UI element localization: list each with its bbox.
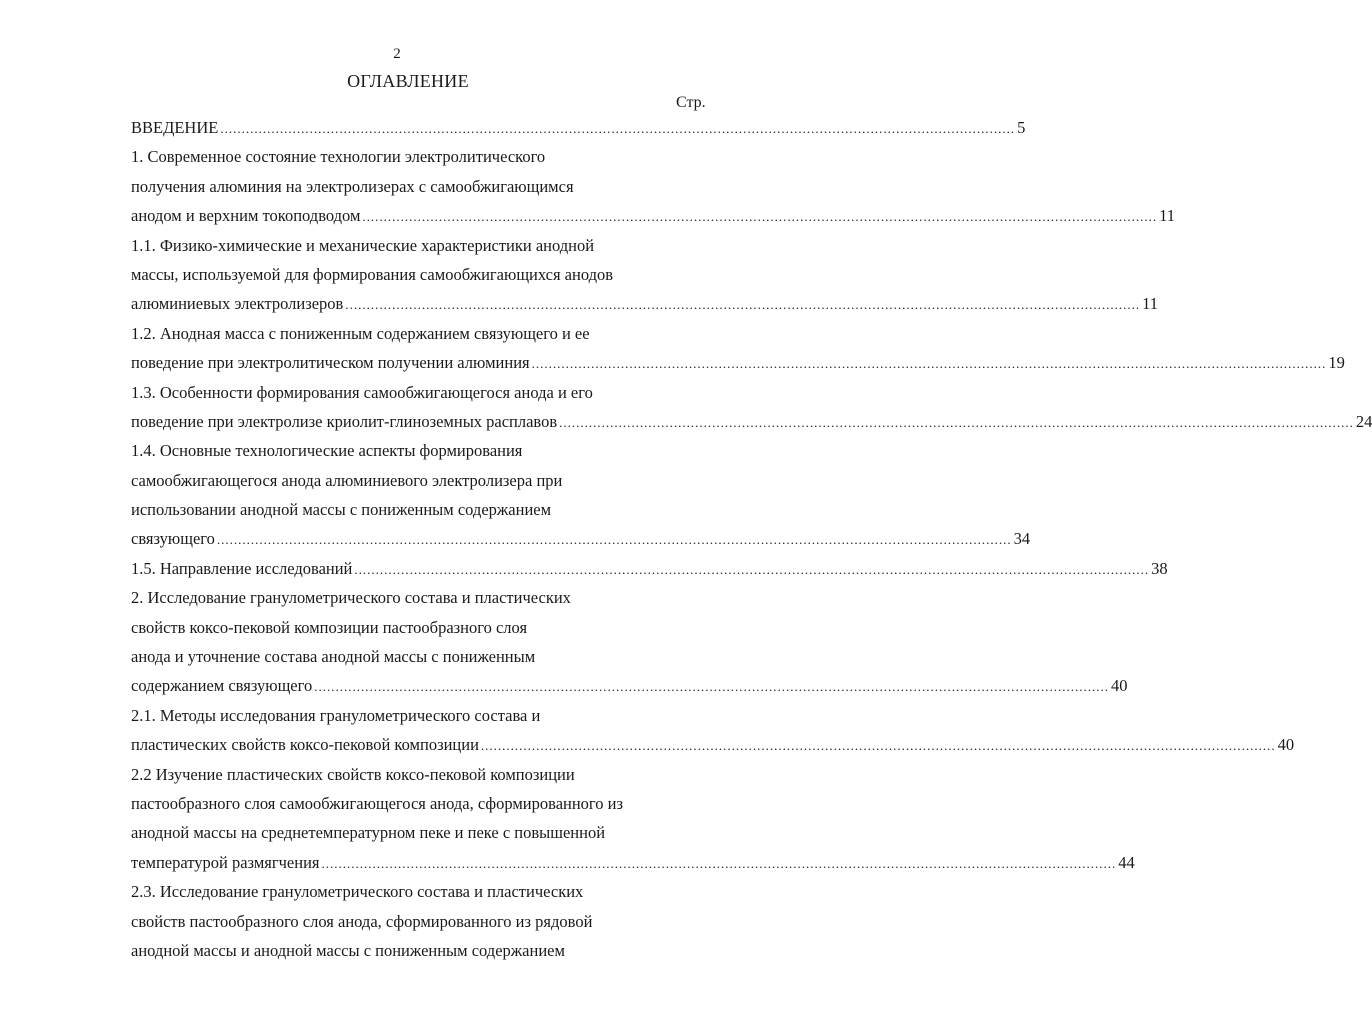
toc-line	[131, 936, 698, 965]
toc-entry-text: поведение при электролизе криолит-глиноземных расплавов	[131, 411, 558, 431]
toc-entry-text: анодной массы на среднетемпературном пеке и пеке с повышенной	[131, 823, 606, 843]
toc-line	[131, 671, 1128, 700]
toc-entry-text: 1.3. Особенности формирования самообжигающегося анода и его	[131, 382, 593, 402]
toc-page-number: 34	[1013, 529, 1031, 549]
toc-leader-dots: ...........................................................................................................................................................................................	[345, 297, 1141, 313]
toc-line	[131, 818, 698, 847]
toc-line	[131, 436, 698, 465]
toc-page-number: 44	[1118, 852, 1135, 872]
toc-page-number: 11	[1159, 206, 1176, 226]
toc-page-number: 38	[1151, 558, 1168, 578]
toc-line	[131, 907, 698, 936]
toc-line	[131, 142, 698, 171]
toc-line	[131, 613, 698, 642]
toc-line	[131, 466, 698, 495]
page-number: 2	[393, 46, 401, 62]
toc-entry	[131, 378, 1372, 437]
toc-leader-dots: ...........................................................................................................................................................................................	[321, 855, 1117, 871]
toc-entry-text: свойств пастообразного слоя анода, сформированного из рядовой	[131, 911, 593, 931]
toc-entry	[131, 142, 1176, 230]
toc-line	[131, 877, 698, 906]
toc-line	[131, 848, 1135, 877]
toc-leader-dots: ...........................................................................................................................................................................................	[559, 414, 1354, 430]
toc-entry	[131, 583, 1128, 701]
toc-line	[131, 260, 698, 289]
toc-line	[131, 172, 698, 201]
toc-entry	[131, 554, 1168, 583]
toc-entry-text: пластических свойств коксо-пековой композиции	[131, 735, 479, 755]
toc-line	[131, 495, 698, 524]
toc-line	[131, 348, 1345, 377]
toc-page-number: 19	[1328, 353, 1345, 373]
toc-line	[131, 319, 698, 348]
toc-page-number: 40	[1277, 735, 1295, 755]
toc-line	[131, 583, 698, 612]
toc-entry-text: анодом и верхним токоподводом	[131, 206, 361, 226]
toc-line	[131, 113, 1026, 142]
toc-line	[131, 524, 1031, 553]
toc-entry-text: 2.3. Исследование гранулометрического состава и пластических	[131, 882, 584, 902]
toc-entry-text: 2.2 Изучение пластических свойств коксо-пековой композиции	[131, 764, 575, 784]
toc-line	[131, 730, 1295, 759]
toc-line	[131, 378, 698, 407]
toc-leader-dots: ...........................................................................................................................................................................................	[480, 738, 1276, 754]
toc-entry-text: 1.5. Направление исследований	[131, 558, 353, 578]
toc-entry-text: пастообразного слоя самообжигающегося анода, сформированного из	[131, 793, 624, 813]
toc-entry-text: содержанием связующего	[131, 676, 313, 696]
toc-page-number: 24	[1355, 411, 1372, 431]
toc-leader-dots: ...........................................................................................................................................................................................	[216, 532, 1012, 548]
toc-leader-dots: ...........................................................................................................................................................................................	[314, 679, 1109, 695]
toc-line	[131, 701, 698, 730]
toc-line	[131, 407, 1372, 436]
toc-entry-text: 2.1. Методы исследования гранулометрического состава и	[131, 705, 541, 725]
toc-entry-text: 1.4. Основные технологические аспекты формирования	[131, 441, 523, 461]
toc-entry	[131, 113, 1026, 142]
toc-entry	[131, 319, 1345, 378]
toc-entry-text: поведение при электролитическом получении алюминия	[131, 353, 530, 373]
toc-entry-text: 2. Исследование гранулометрического состава и пластических	[131, 588, 571, 608]
toc-entry	[131, 760, 1135, 878]
toc-leader-dots: ...........................................................................................................................................................................................	[531, 356, 1327, 372]
toc-entry-text: анода и уточнение состава анодной массы с пониженным	[131, 647, 536, 667]
toc-leader-dots: ...........................................................................................................................................................................................	[354, 561, 1150, 577]
toc-entry-text: свойств коксо-пековой композиции пастообразного слоя	[131, 617, 528, 637]
toc-entry-text: связующего	[131, 529, 215, 549]
table-of-contents	[131, 113, 1372, 965]
toc-entry	[131, 436, 1031, 554]
toc-entry	[131, 701, 1295, 760]
toc-line	[131, 289, 1158, 318]
toc-entry-text: получения алюминия на электролизерах с самообжигающимся	[131, 176, 574, 196]
toc-line	[131, 231, 698, 260]
toc-entry	[131, 231, 1158, 319]
toc-entry-text: алюминиевых электролизеров	[131, 294, 344, 314]
toc-entry-text: массы, используемой для формирования самообжигающихся анодов	[131, 264, 614, 284]
toc-line	[131, 201, 1176, 230]
toc-entry-text: 1.2. Анодная масса с пониженным содержанием связующего и ее	[131, 323, 590, 343]
toc-page-number: 5	[1017, 118, 1026, 137]
toc-leader-dots: ...........................................................................................................................................................................................	[362, 209, 1158, 225]
page-column-header: Стр.	[676, 94, 706, 111]
toc-entry	[131, 877, 698, 965]
toc-line	[131, 642, 698, 671]
toc-page-number: 11	[1142, 294, 1158, 314]
toc-line	[131, 760, 698, 789]
toc-entry-text: 1.1. Физико-химические и механические характеристики анодной	[131, 235, 595, 255]
toc-entry-text: 1. Современное состояние технологии электролитического	[131, 147, 546, 167]
toc-entry-text: самообжигающегося анода алюминиевого электролизера при	[131, 470, 563, 490]
toc-leader-dots: ...........................................................................................................................................................................................	[220, 121, 1016, 136]
toc-line	[131, 789, 698, 818]
toc-line	[131, 554, 1168, 583]
toc-entry-text: температурой размягчения	[131, 852, 320, 872]
toc-entry-text: использовании анодной массы с пониженным содержанием	[131, 500, 552, 520]
page-title: ОГЛАВЛЕНИЕ	[347, 71, 469, 91]
toc-page-number: 40	[1110, 676, 1128, 696]
toc-entry-text: ВВЕДЕНИЕ	[131, 118, 219, 137]
toc-entry-text: анодной массы и анодной массы с пониженным содержанием	[131, 940, 565, 960]
